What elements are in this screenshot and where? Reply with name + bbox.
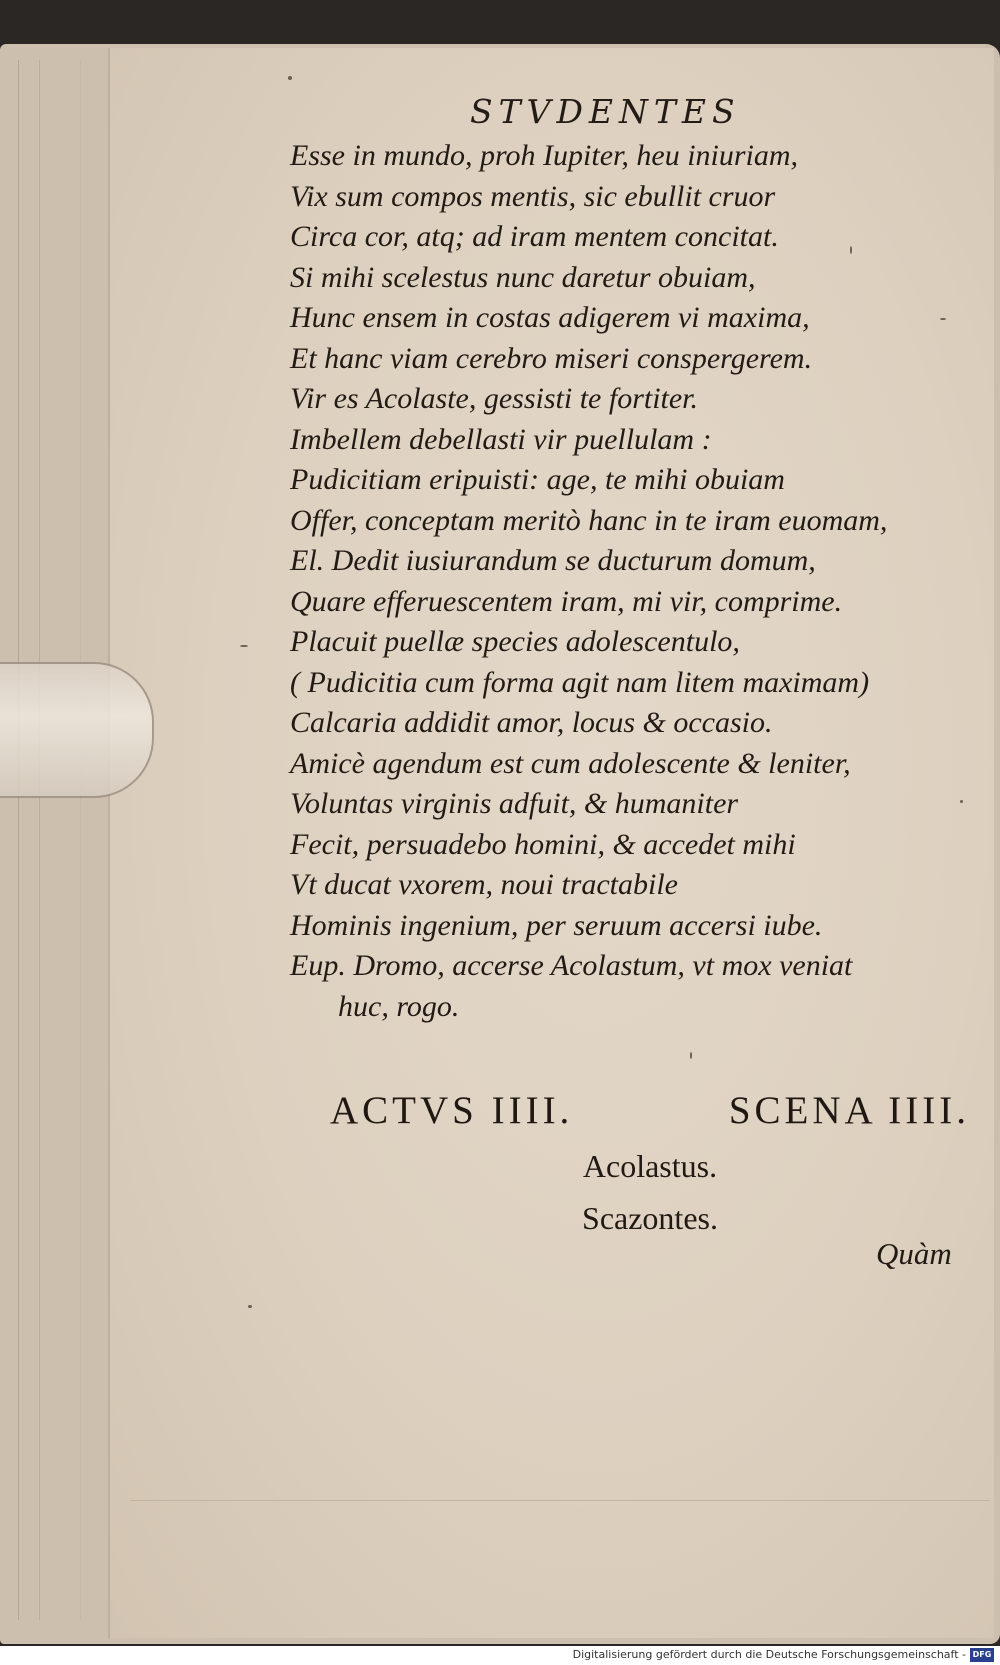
act-scene-heading [330,1088,970,1133]
verse-line: Eup. Dromo, accerse Acolastum, vt mox veniat [290,949,853,982]
paper-speck [288,76,292,80]
verse-line: El. Dedit iusiurandum se ducturum domum, [290,544,816,577]
verse-line: Vir es Acolaste, gessisti te fortiter. [290,382,699,415]
verse-line: Voluntas virginis adfuit, & humaniter [290,787,739,820]
verse-line: Vt ducat vxorem, noui tractabile [290,868,678,901]
verse-line: Si mihi scelestus nunc daretur obuiam, [290,260,756,294]
verse-text [290,136,990,1027]
verse-line: Imbellem debellasti vir puellulam : [290,422,712,456]
verse-line: Esse in mundo, proh Iupiter, heu iniuriam, [290,139,799,172]
verse-line: Calcaria addidit amor, locus & occasio. [290,706,773,739]
paper-speck [960,800,963,803]
verse-line: Hominis ingenium, per seruum accersi iube. [290,908,823,942]
page-clip [0,662,154,798]
paper-speck [690,1052,692,1059]
metre-label: Scazontes. [582,1200,718,1236]
paper-speck [850,246,852,254]
verse-line: Offer, conceptam meritò hanc in te iram euomam, [290,503,888,537]
verse-line: Fecit, persuadebo homini, & accedet mihi [290,827,796,861]
verse-line-continuation: huc, rogo. [338,989,460,1023]
paper-speck [940,318,946,320]
scene-label: SCENA IIII. [728,1089,970,1132]
dfg-logo: DFG [970,1648,994,1662]
verse-line: Placuit puellæ species adolescentulo, [290,625,740,658]
verse-line: Et hanc viam cerebro miseri conspergerem. [290,341,813,375]
act-label: ACTVS IIII. [330,1089,574,1132]
catchword: Quàm [876,1236,952,1271]
verse-line: Circa cor, atq; ad iram mentem concitat. [290,220,779,253]
binding-fold-lines [18,60,120,1620]
verse-line: ( Pudicitia cum forma agit nam litem maximam) [290,665,870,699]
footer-credit: Digitalisierung gefördert durch die Deutsche Forschungsgemeinschaft - [572,1648,966,1661]
running-head: STVDENTES [470,92,741,131]
paper-speck [248,1305,252,1308]
verse-line: Vix sum compos mentis, sic ebullit cruor [290,179,776,213]
page-bottom-border [130,1500,990,1631]
verse-line: Amicè agendum est cum adolescente & leniter, [290,746,851,780]
verse-line: Quare efferuescentem iram, mi vir, comprime. [290,584,843,618]
speaker-name: Acolastus. [582,1148,718,1184]
verse-line: Pudicitiam eripuisti: age, te mihi obuiam [290,463,785,496]
paper-speck [240,645,248,647]
verse-line: Hunc ensem in costas adigerem vi maxima, [290,301,810,334]
